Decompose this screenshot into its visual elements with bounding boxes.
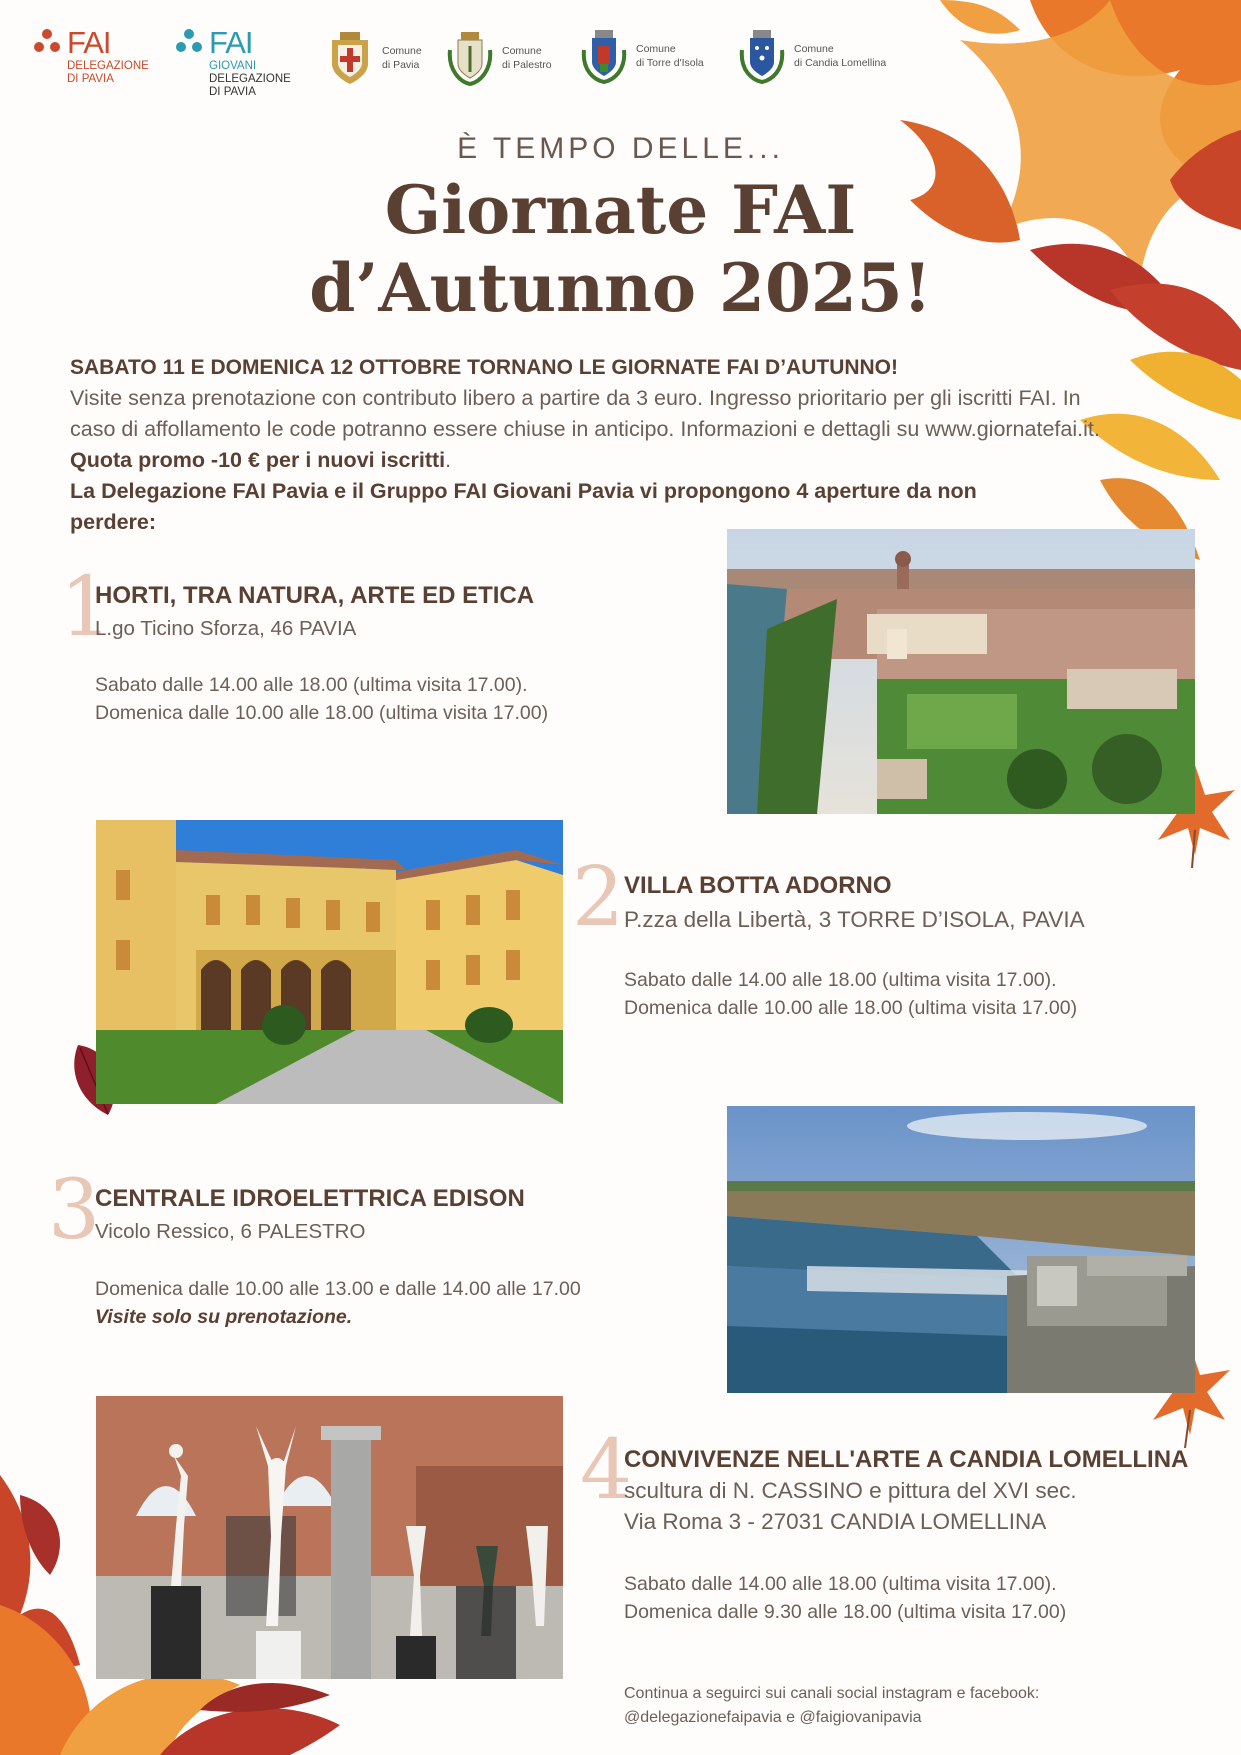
logo-sub-line: GIOVANI — [209, 60, 257, 72]
site-number: 4 — [580, 1423, 633, 1518]
site-address: P.zza della Libertà, 3 TORRE D’ISOLA, PAVIA — [624, 907, 1085, 932]
logo-sub-line: DI PAVIA — [67, 73, 114, 85]
social-handles: @delegazionefaipavia e @faigiovanipavia — [624, 1709, 922, 1726]
hours-line: Sabato dalle 14.00 alle 18.00 (ultima visita 17.00). — [624, 969, 1057, 991]
page-title-line1: Giornate FAI — [384, 171, 857, 249]
photo-villa-botta — [96, 820, 563, 1104]
comune-name: di Torre d'Isola — [636, 57, 704, 69]
crest-icon — [738, 28, 786, 84]
site-number: 1 — [60, 560, 113, 655]
site-number: 3 — [48, 1163, 101, 1258]
logo-sub-line: DELEGAZIONE — [67, 60, 149, 72]
crest-icon — [580, 28, 628, 84]
comune-label: Comune — [794, 43, 834, 55]
comune-pavia-logo — [326, 30, 422, 86]
site-address: Via Roma 3 - 27031 CANDIA LOMELLINA — [624, 1509, 1047, 1534]
intro-promo: Quota promo -10 € per i nuovi iscritti — [70, 448, 446, 472]
hours-line: Sabato dalle 14.00 alle 18.00 (ultima visita 17.00). — [95, 674, 528, 696]
intro-paragraph — [70, 352, 1130, 538]
comune-candia-logo — [738, 28, 886, 84]
logo-sub-line: DELEGAZIONE — [209, 73, 291, 85]
site-hours — [95, 1275, 581, 1331]
social-footer — [624, 1682, 1039, 1730]
crest-icon — [446, 30, 494, 86]
crest-icon — [326, 30, 374, 86]
site-hours — [624, 966, 1077, 1022]
intro-headline: SABATO 11 E DOMENICA 12 OTTOBRE TORNANO LE GIORNATE FAI D’AUTUNNO! — [70, 356, 899, 379]
fai-logo-icon — [175, 28, 203, 56]
site-title: CENTRALE IDROELETTRICA EDISON — [95, 1185, 525, 1212]
kicker-text: È TEMPO DELLE... — [457, 132, 784, 165]
booking-note: Visite solo su prenotazione. — [95, 1306, 353, 1328]
comune-palestro-logo — [446, 30, 552, 86]
comune-name: di Pavia — [382, 59, 420, 71]
page-title-line2: d’Autunno 2025! — [309, 249, 932, 327]
fai-giovani-logo — [175, 25, 291, 99]
hours-line: Sabato dalle 14.00 alle 18.00 (ultima visita 17.00). — [624, 1573, 1057, 1595]
intro-body: Visite senza prenotazione con contributo libero a partire da 3 euro. Ingresso prioritario per gli iscritti FAI. In caso di affollamento le code potranno essere chiuse in anticipo. Informazioni e dettagli su www.giornatefai.it. — [70, 386, 1100, 441]
comune-label: Comune — [636, 43, 676, 55]
fai-brand: FAI — [67, 25, 111, 60]
hours-line: Domenica dalle 10.00 alle 18.00 (ultima visita 17.00) — [624, 997, 1078, 1019]
comune-label: Comune — [502, 45, 542, 57]
hours-line: Domenica dalle 10.00 alle 18.00 (ultima visita 17.00) — [95, 702, 549, 724]
site-number: 2 — [572, 850, 625, 945]
site-title: HORTI, TRA NATURA, ARTE ED ETICA — [95, 582, 535, 609]
photo-horti-aerial — [727, 529, 1195, 814]
site-address: Vicolo Ressico, 6 PALESTRO — [95, 1220, 366, 1243]
comune-name: di Palestro — [502, 59, 552, 71]
site-hours — [95, 671, 548, 727]
footer-line: Continua a seguirci sui canali social instagram e facebook: — [624, 1685, 1040, 1702]
comune-name: di Candia Lomellina — [794, 57, 887, 69]
site-address: L.go Ticino Sforza, 46 PAVIA — [95, 617, 357, 640]
site-title: VILLA BOTTA ADORNO — [624, 872, 892, 899]
site-title: CONVIVENZE NELL'ARTE A CANDIA LOMELLINA — [624, 1446, 1189, 1473]
photo-sculpture-gallery — [96, 1396, 563, 1679]
hours-line: Domenica dalle 10.00 alle 13.00 e dalle 14.00 alle 17.00 — [95, 1278, 581, 1300]
fai-brand: FAI — [209, 25, 253, 60]
site-hours — [624, 1570, 1066, 1626]
comune-label: Comune — [382, 45, 422, 57]
fai-delegazione-logo — [33, 25, 149, 86]
comune-torre-isola-logo — [580, 28, 704, 84]
intro-promo-end: . — [445, 448, 452, 472]
logo-sub-line: DI PAVIA — [209, 86, 256, 98]
fai-logo-icon — [33, 28, 61, 56]
intro-closing: La Delegazione FAI Pavia e il Gruppo FAI Giovani Pavia vi propongono 4 aperture da non perdere: — [70, 479, 977, 534]
site-subtitle: scultura di N. CASSINO e pittura del XVI sec. — [624, 1478, 1077, 1503]
photo-centrale-edison — [727, 1106, 1195, 1393]
hours-line: Domenica dalle 9.30 alle 18.00 (ultima visita 17.00) — [624, 1601, 1067, 1623]
